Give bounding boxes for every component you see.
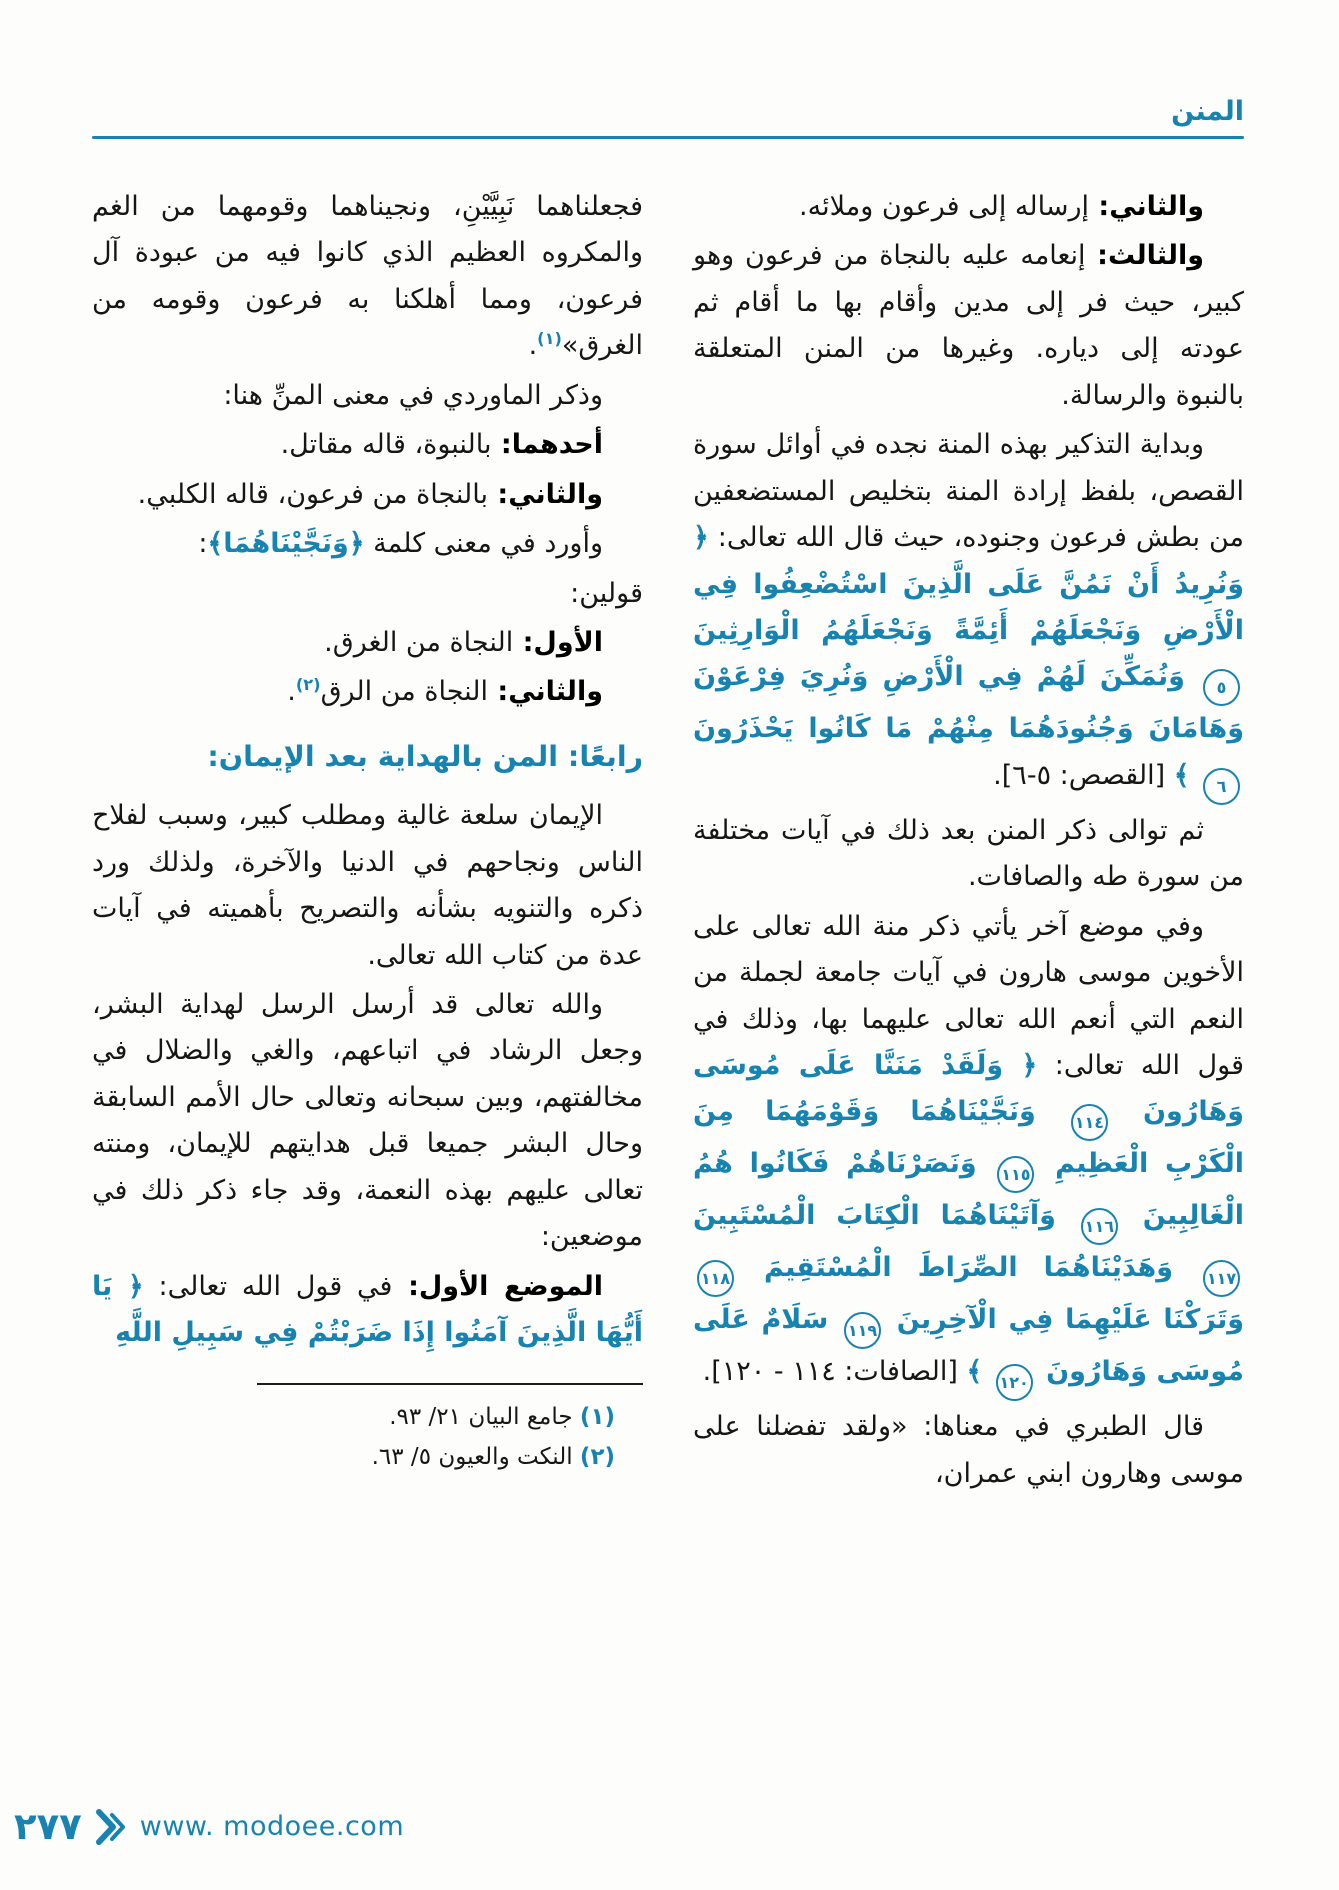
quran-verse: ﴾ bbox=[966, 1356, 992, 1388]
para-two-views bbox=[92, 571, 643, 617]
text-run: النجاة من الرق bbox=[320, 676, 488, 708]
footnote-item bbox=[257, 1437, 643, 1477]
footnotes bbox=[257, 1383, 643, 1478]
text-run: وذكر الماوردي في معنى المنِّ هنا: bbox=[223, 379, 603, 411]
quran-verse: وَهَدَيْنَاهُمَا الصِّرَاطَ الْمُسْتَقِيمَ bbox=[738, 1252, 1199, 1284]
quran-verse: ﴿ وَنُرِيدُ أَنْ نَمُنَّ عَلَى الَّذِينَ اسْتُضْعِفُوا فِي الْأَرْضِ وَنَجْعَلَهُمْ أَئِمَّةً وَنَجْعَلَهُمُ الْوَارِثِينَ bbox=[693, 522, 1244, 646]
ayah-number: ١١٩ bbox=[844, 1312, 881, 1349]
text-run: . bbox=[528, 330, 538, 362]
ayah-number: ١١٨ bbox=[697, 1260, 734, 1297]
quran-verse: ﴿ وَلَقَدْ مَنَنَّا عَلَى مُوسَى وَهَارُونَ bbox=[693, 1050, 1245, 1128]
text-run: الموضع الأول: bbox=[392, 1270, 603, 1302]
text-run: [القصص: ٥-٦]. bbox=[993, 759, 1174, 791]
para-saffat-verses bbox=[693, 904, 1244, 1402]
quran-verse: وَنَجَّيْنَاهُمَا وَقَوْمَهُمَا مِنَ الْكَرْبِ الْعَظِيمِ bbox=[693, 1096, 1244, 1180]
quran-verse: وَآتَيْنَاهُمَا الْكِتَابَ الْمُسْتَبِينَ bbox=[693, 1200, 1077, 1232]
text-run: وبداية التذكير بهذه المنة نجده في أوائل سورة القصص، بلفظ إرادة المنة بتخليص المستضعفين من بطش فرعون وجنوده، حيث قال الله تعالى: bbox=[693, 429, 1244, 554]
para-taha-saffat bbox=[693, 808, 1244, 901]
footnote-ref: (٢) bbox=[295, 675, 321, 695]
page-title: المنن bbox=[1171, 96, 1244, 127]
quran-verse: ﴾ bbox=[1173, 759, 1199, 791]
para-view-two bbox=[92, 669, 643, 715]
footnote-marker: (٢) bbox=[579, 1443, 615, 1470]
text-run: والثاني: bbox=[488, 478, 603, 510]
text-run: أحدهما: bbox=[491, 429, 603, 461]
footnote-text: جامع البيان ٢١/ ٩٣. bbox=[389, 1403, 580, 1430]
text-run: : bbox=[198, 528, 208, 560]
page-footer bbox=[0, 1805, 404, 1848]
footnote-ref: (١) bbox=[537, 329, 562, 349]
para-tabari-quote-continuation bbox=[92, 184, 643, 370]
text-run: والله تعالى قد أرسل الرسل لهداية البشر، وجعل الرشاد في اتباعهم، والغي والضلال في مخالفتهم، وبين سبحانه وتعالى حال الأمم السابقة وحال البشر جميعا قبل هدايتهم للإيمان، ومنته تعالى عليهم بهذه النعمة، وقد جاء ذكر ذلك في موضعين: bbox=[92, 989, 643, 1253]
footnote-item bbox=[257, 1397, 643, 1437]
header-rule bbox=[92, 136, 1244, 139]
para-word-meaning bbox=[92, 521, 643, 567]
quran-verse: سَلَامٌ عَلَى مُوسَى وَهَارُونَ bbox=[693, 1304, 1244, 1388]
chevron-icon bbox=[94, 1807, 128, 1847]
text-run: ثم توالى ذكر المنن بعد ذلك في آيات مختلفة من سورة طه والصافات. bbox=[693, 814, 1244, 893]
ayah-number: ١١٧ bbox=[1203, 1260, 1240, 1297]
footnotes-list bbox=[257, 1397, 643, 1478]
website-link[interactable]: www. modoee.com bbox=[139, 1811, 405, 1842]
ayah-number: ٥ bbox=[1203, 669, 1240, 706]
text-run: . bbox=[287, 676, 296, 708]
text-run: والثاني: bbox=[1089, 191, 1204, 222]
para-qasas-intro bbox=[693, 422, 1244, 805]
text-run: في قول الله تعالى: bbox=[143, 1270, 393, 1302]
ayah-number: ١١٦ bbox=[1081, 1208, 1118, 1245]
page-content bbox=[92, 184, 1244, 1500]
para-mawardi-intro bbox=[92, 373, 643, 419]
column-right bbox=[693, 184, 1244, 1500]
text-run: إنعامه عليه بالنجاة من فرعون وهو كبير، حيث فر إلى مدين وأقام بها ما أقام ثم عودته إلى دياره. وغيرها من المنن المتعلقة بالنبوة والرسالة. bbox=[693, 240, 1244, 411]
ayah-number: ٦ bbox=[1203, 768, 1240, 805]
text-run: وأورد في معنى كلمة bbox=[364, 528, 603, 560]
text-run: الإيمان سلعة غالية ومطلب كبير، وسبب لفلاح الناس ونجاحهم في الدنيا والآخرة، ولذلك ورد ذكره والتنويه بشأنه والتصريح بأهميته في آيات عدة من كتاب الله تعالى. bbox=[92, 800, 643, 971]
text-run: قولين: bbox=[570, 577, 643, 609]
para-second-point bbox=[693, 184, 1244, 230]
para-view-one bbox=[92, 620, 643, 666]
quran-verse: ﴿ يَا أَيُّهَا الَّذِينَ آمَنُوا إِذَا ضَرَبْتُمْ فِي سَبِيلِ اللَّهِ bbox=[92, 1270, 643, 1349]
para-second-opinion bbox=[92, 472, 643, 518]
quran-verse: ﴿وَنَجَّيْنَاهُمَا﴾ bbox=[207, 528, 365, 560]
footnote-marker: (١) bbox=[579, 1403, 615, 1430]
column-left-paragraphs bbox=[92, 184, 643, 1357]
section-heading-fourth bbox=[92, 732, 643, 781]
quran-verse: وَتَرَكْنَا عَلَيْهِمَا فِي الْآخِرِينَ bbox=[885, 1304, 1244, 1336]
text-run: إرساله إلى فرعون وملائه. bbox=[799, 191, 1089, 222]
text-run: النجاة من الغرق. bbox=[324, 626, 514, 658]
text-run: قال الطبري في معناها: «ولقد تفضلنا على موسى وهارون ابني عمران، bbox=[693, 1411, 1244, 1489]
text-run: بالنبوة، قاله مقاتل. bbox=[280, 429, 492, 461]
text-run: وفي موضع آخر يأتي ذكر منة الله تعالى على الأخوين موسى هارون في آيات جامعة لجملة من النعم التي أنعم الله تعالى عليهما بها، وذلك في قول الله تعالى: bbox=[693, 910, 1244, 1081]
para-first-position bbox=[92, 1264, 643, 1357]
para-rusul-hidaya bbox=[92, 982, 643, 1261]
column-left bbox=[92, 184, 643, 1500]
page-number: ٢٧٧ bbox=[14, 1805, 82, 1848]
para-iman-value bbox=[92, 793, 643, 979]
para-third-point bbox=[693, 233, 1244, 419]
text-run: والثالث: bbox=[1085, 240, 1204, 272]
ayah-number: ١١٥ bbox=[997, 1156, 1034, 1193]
text-run: بالنجاة من فرعون، قاله الكلبي. bbox=[137, 478, 488, 510]
para-tabari-quote-start bbox=[693, 1404, 1244, 1497]
quran-verse: وَنَصَرْنَاهُمْ فَكَانُوا هُمُ الْغَالِبِينَ bbox=[693, 1148, 1245, 1232]
para-first-opinion bbox=[92, 422, 643, 468]
section-heading-text: رابعًا: المن بالهداية بعد الإيمان: bbox=[207, 739, 643, 773]
ayah-number: ١٢٠ bbox=[996, 1364, 1033, 1401]
text-run: فجعلناهما نَبِيَّيْنِ، ونجيناهما وقومهما من الغم والمكروه العظيم الذي كانوا فيه من عبودة آل فرعون، ومما أهلكنا به فرعون وقومه من الغرق» bbox=[92, 191, 643, 362]
page-header bbox=[92, 96, 1244, 139]
ayah-number: ١١٤ bbox=[1071, 1104, 1108, 1141]
text-run: والثاني: bbox=[488, 676, 603, 708]
text-run: الأول: bbox=[513, 626, 603, 658]
footnote-text: النكت والعيون ٥/ ٦٣. bbox=[371, 1443, 580, 1470]
quran-verse: وَنُمَكِّنَ لَهُمْ فِي الْأَرْضِ وَنُرِيَ فِرْعَوْنَ وَهَامَانَ وَجُنُودَهُمَا مِنْهُمْ مَا كَانُوا يَحْذَرُونَ bbox=[693, 661, 1244, 745]
text-run: [الصافات: ١١٤ - ١٢٠]. bbox=[702, 1356, 967, 1388]
